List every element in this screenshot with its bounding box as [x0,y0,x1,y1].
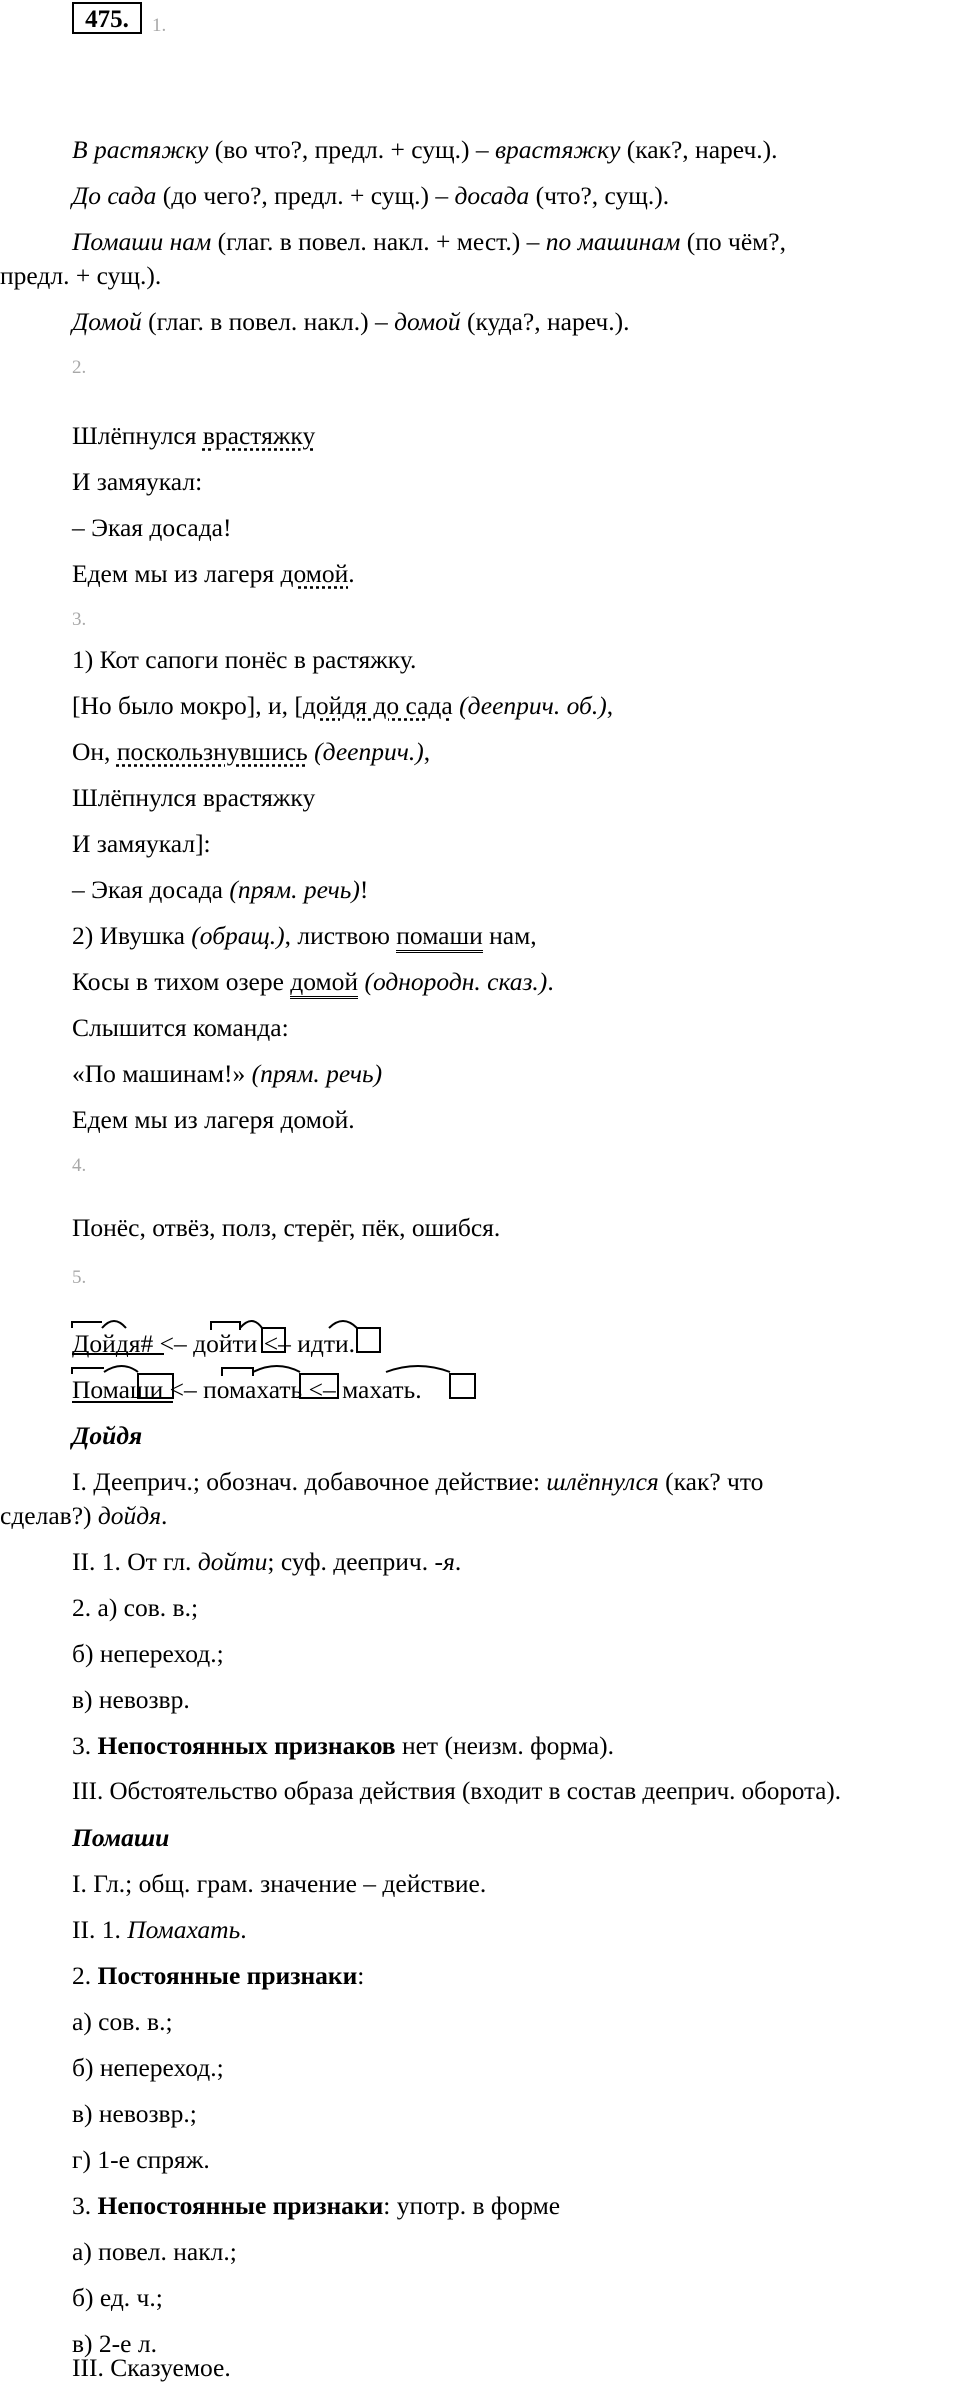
heading-doidya: Дойдя [72,1421,143,1450]
part3-line3: Он, поскользнувшись (дееприч.), [72,737,431,766]
doidya-line4: б) непереход.; [72,1639,224,1668]
pomashi-line8: 3. Непостоянные признаки: употр. в форме [72,2191,561,2220]
step-4-label: 4. [72,1155,87,1176]
part1-line1: В растяжку (во что?, предл. + сущ.) – врастяжку (как?, нареч.). [72,135,778,164]
exercise-number: 475. [72,2,142,34]
part2-line3: – Экая досада! [72,513,232,542]
part3-line8: Косы в тихом озере домой (однородн. сказ.). [72,966,554,997]
part3-line10: «По машинам!» (прям. речь) [72,1059,383,1088]
morpheme-line-2: Помаши <– помахать <– махать. [72,1375,422,1404]
part3-line2: [Но было мокро], и, [дойдя до сада (дееприч. об.), [72,691,614,720]
pomashi-line9: а) повел. накл.; [72,2237,237,2266]
pomashi-line12: III. Сказуемое. [72,2353,231,2382]
part2-line2: И замяукал: [72,467,203,496]
part3-line7: 2) Ивушка (обращ.), листвою помаши нам, [72,920,537,951]
part3-line1: 1) Кот сапоги понёс в растяжку. [72,645,417,674]
heading-pomashi: Помаши [72,1823,170,1852]
doidya-line7: III. Обстоятельство образа действия (входит в состав дееприч. оборота). [72,1778,841,1805]
doidya-line3: 2. а) сов. в.; [72,1593,199,1622]
part1-line3: Помаши нам (глаг. в повел. накл. + мест.) – по машинам (по чём?, [72,227,786,256]
part3-line5: И замяукал]: [72,829,211,858]
doidya-line5: в) невозвр. [72,1685,190,1714]
pomashi-line2: II. 1. Помахать. [72,1915,247,1944]
pomashi-line7: г) 1-е спряж. [72,2145,210,2174]
doidya-line1: I. Дееприч.; обознач. добавочное действие: шлёпнулся (как? что [72,1467,764,1496]
step-1-label: 1. [152,15,167,36]
step-2-label: 2. [72,357,87,378]
part3-line9: Слышится команда: [72,1013,289,1042]
part1-line3-cont: предл. + сущ.). [0,261,162,290]
morpheme-marks-1 [70,1312,410,1362]
doidya-line6: 3. Непостоянных признаков нет (неизм. форма). [72,1731,614,1760]
pomashi-line4: а) сов. в.; [72,2007,173,2036]
part2-line1: Шлёпнулся врастяжку [72,421,316,450]
part1-line4: Домой (глаг. в повел. накл.) – домой (куда?, нареч.). [72,307,630,336]
pomashi-line11: в) 2-е л. [72,2329,157,2358]
part1-line2: До сада (до чего?, предл. + сущ.) – досада (что?, сущ.). [72,181,670,210]
part2-line4: Едем мы из лагеря домой. [72,559,355,588]
pomashi-line10: б) ед. ч.; [72,2283,163,2312]
doidya-line1-cont: сделав?) дойдя. [0,1501,168,1530]
part3-line4: Шлёпнулся врастяжку [72,783,316,812]
morpheme-marks-2 [70,1358,490,1408]
pomashi-line5: б) непереход.; [72,2053,224,2082]
pomashi-line3: 2. Постоянные признаки: [72,1961,365,1990]
morpheme-line-1: Дойдя# <– дойти <– идти. [72,1329,355,1358]
pomashi-line1: I. Гл.; общ. грам. значение – действие. [72,1869,487,1898]
part4-line1: Понёс, отвёз, полз, стерёг, пёк, ошибся. [72,1213,501,1242]
part3-line6: – Экая досада (прям. речь)! [72,875,369,904]
doidya-line2: II. 1. От гл. дойти; суф. дееприч. -я. [72,1547,462,1576]
step-5-label: 5. [72,1267,87,1288]
part3-line11: Едем мы из лагеря домой. [72,1105,355,1134]
pomashi-line6: в) невозвр.; [72,2099,197,2128]
step-3-label: 3. [72,609,87,630]
